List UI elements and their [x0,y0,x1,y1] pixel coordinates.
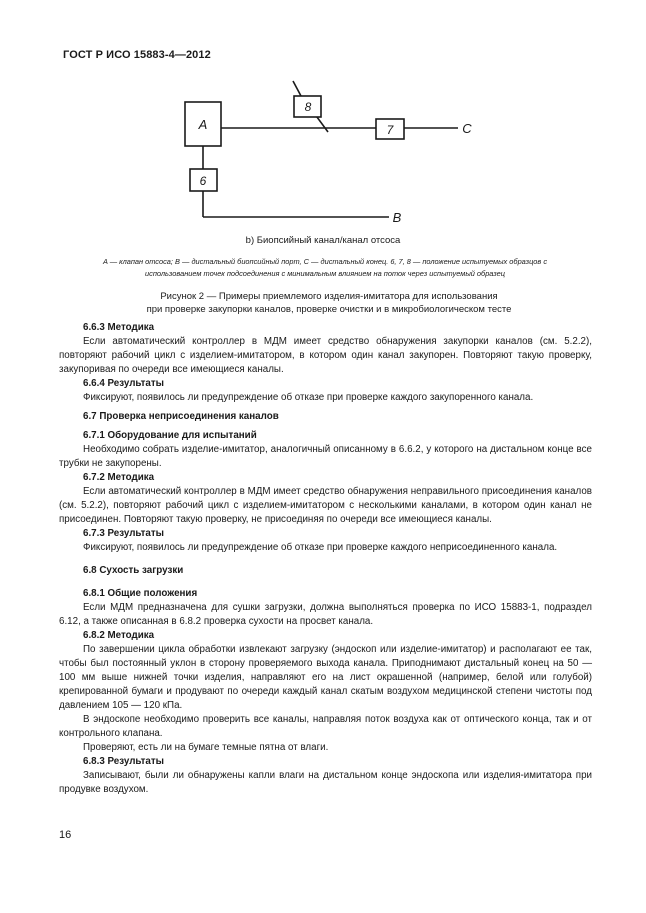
paragraph-6-8-2-b: В эндоскопе необходимо проверить все каналы, направляя поток воздуха как от оптического конца, так и от контрольного клапана. [59,714,592,739]
heading-6-8-1: 6.8.1 Общие положения [83,588,198,599]
label-c: C [462,121,472,136]
paragraph-6-8-3: Записывают, были ли обнаружены капли влаги на дистальном конце эндоскопа или изделия-имитатора при продувке воздухом. [59,770,592,795]
heading-6-6-4: 6.6.4 Результаты [83,378,164,389]
label-b: B [392,210,402,225]
heading-6-7-3: 6.7.3 Результаты [83,528,164,539]
paragraph-6-6-4: Фиксируют, появилось ли предупреждение об отказе при проверке каждого закупоренного канала. [83,392,534,403]
paragraph-6-8-2-a: По завершении цикла обработки извлекают загрузку (эндоскоп или изделие-имитатор) и располагают ее так, чтобы был постоянный уклон в сторону проверяемого выхода канала. Приподнимают дистальный конец на 50 — 100 мм выше нижней точки изделия, направляют его на лист окрашенной (например, белой или голубой) крепированной бумаги и продувают по очереди каждый канал скатым воздухом медицинской степени чистоты под давлением 105 — 120 кПа. [59,644,592,711]
label-7: 7 [386,123,394,137]
figure-diagram [0,0,646,240]
label-6: 6 [199,174,207,188]
paragraph-6-8-2-c: Проверяют, есть ли на бумаге темные пятна от влаги. [83,742,329,753]
line-8-stub [293,81,301,96]
body-text [59,321,592,797]
figure-caption-line-2: при проверке закупорки каналов, проверке очистки и в микробиологическом тесте [146,304,512,315]
legend-line-2: использованием точек подсоединения с минимальным влиянием на поток через испытуемый образец [145,269,505,278]
figure-legend [58,256,592,280]
document-header: ГОСТ Р ИСО 15883-4—2012 [63,49,211,61]
paragraph-6-7-3: Фиксируют, появилось ли предупреждение об отказе при проверке каждого неприсоединенного канала. [83,542,558,553]
heading-6-8-2: 6.8.2 Методика [83,630,155,641]
figure-caption-line-1: Рисунок 2 — Примеры приемлемого изделия-имитатора для использования [160,291,498,302]
paragraph-6-7-2: Если автоматический контроллер в МДМ имеет средство обнаружения неправильного присоединения каналов (см. 5.2.2), повторяют рабочий цикл с изделием-имитатором с несколькими каналами, в котором один канал не присоединен. Повторяют такую проверку, не присоединяя по очереди все имеющиеся каналы. [59,486,592,525]
heading-6-7: 6.7 Проверка неприсоединения каналов [83,411,279,422]
heading-6-6-3: 6.6.3 Методика [83,322,155,333]
figure-caption [92,290,566,316]
paragraph-6-7-1: Необходимо собрать изделие-имитатор, аналогичный описанному в 6.6.2, у которого на дистальном конце все трубки не закупорены. [59,444,592,469]
paragraph-6-8-1: Если МДМ предназначена для сушки загрузки, должна выполняться проверка по ИСО 15883-1, подраздел 6.12, а также описанная в 6.8.2 проверка сухости на просвет канала. [59,602,592,627]
paragraph-6-6-3: Если автоматический контроллер в МДМ имеет средство обнаружения закупорки каналов (см. 5.2.2), повторяют рабочий цикл с изделием-имитатором, в котором один канал закупорен. Повторяют такую проверку, закупоривая по очереди все имеющиеся каналы. [59,336,592,375]
page-number: 16 [59,829,72,841]
heading-6-7-2: 6.7.2 Методика [83,472,155,483]
label-a: A [198,117,208,132]
figure-subcaption: b) Биопсийный канал/канал отсоса [245,235,401,246]
label-8: 8 [304,100,312,114]
heading-6-8-3: 6.8.3 Результаты [83,756,164,767]
heading-6-8: 6.8 Сухость загрузки [83,565,184,576]
legend-line-1: A — клапан отсоса; B — дистальный биопсийный порт, C — дистальный конец. 6, 7, 8 — положение испытуемых образцов с [102,257,548,266]
heading-6-7-1: 6.7.1 Оборудование для испытаний [83,430,257,441]
